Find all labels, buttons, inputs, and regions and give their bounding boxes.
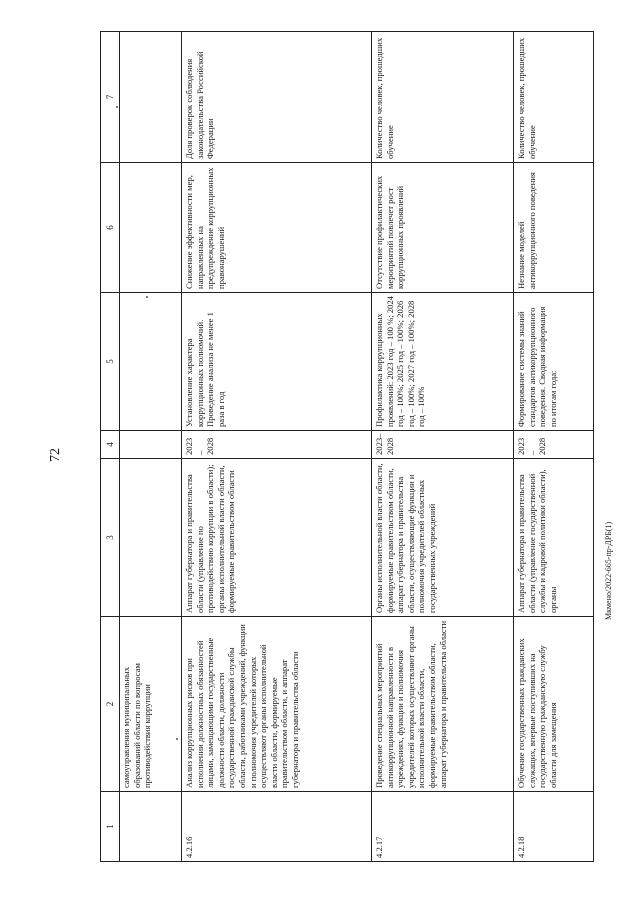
header-cell: 3 [101, 459, 120, 617]
document-footer-code: Мкмено/2022-665-пр-ДРБ(1) [604, 521, 613, 620]
header-cell: 4 [101, 431, 120, 459]
cell-executor: Аппарат губернатора и правительства области (управление по противодействию коррупции в области); органы исполнительной власти области, формируемые правительством области [182, 459, 372, 617]
cell-term: 2023 – 2028 [182, 431, 372, 459]
page-number: 72 [48, 448, 63, 462]
header-cell: 5 [101, 293, 120, 431]
cell-empty [120, 293, 182, 431]
table-row [514, 32, 594, 862]
cell-empty [120, 459, 182, 617]
cell-number: 4.2.18 [514, 792, 594, 862]
cell-number: 4.2.16 [182, 792, 372, 862]
rotated-table-container [100, 32, 590, 862]
cell-criterion: Количество человек, прошедших обучение [372, 32, 514, 163]
cell-indicator: Профилактика коррупционных проявлений: 2023 год – 100 %; 2024 год – 100%; 2025 год – 100%; 2026 год – 100%; 2027 год – 100%; 2028 год – 100% [372, 293, 514, 431]
table-row [372, 32, 514, 862]
cell-indicator: Формирование системы знаний стандартов антикоррупционного поведения. Сводная информация по итогам года: [514, 293, 594, 431]
cell-empty [120, 32, 182, 163]
continuation-row [120, 32, 182, 862]
cell-measure-continued: самоуправления муниципальных образований области по вопросам противодействия коррупции [120, 617, 182, 792]
cell-result: Снижение эффективности мер, направленных на предупреждение коррупционных правонарушений [182, 163, 372, 293]
cell-measure: Проведение специальных мероприятий антикоррупционной направленности в учреждениях, функции и полномочия учредителей которых осуществляют органы исполнительной власти области, формируемые правительством области, аппарат губернатора и правительства области [372, 617, 514, 792]
cell-empty [120, 431, 182, 459]
cell-term: 2023– 2028 [372, 431, 514, 459]
cell-result: Незнание моделей антикоррупционного поведения [514, 163, 594, 293]
table-row [182, 32, 372, 862]
cell-result: Отсутствие профилактических мероприятий повлечет рост коррупционных проявлений [372, 163, 514, 293]
measures-table [100, 31, 594, 862]
cell-executor: Аппарат губернатора и правительства области (управление государственной службы и кадровой политики области), органы [514, 459, 594, 617]
cell-term: 2023 – 2028 [514, 431, 594, 459]
header-cell: 1 [101, 792, 120, 862]
cell-measure: Анализ коррупционных рисков при исполнении должностных обязанностей лицами, замещающими государственные должности области, должности государственной гражданской службы области, работниками учреждений, функции и полномочия учредителей которых осуществляют органы исполнительной власти области, формируемые правительством области, и аппарат губернатора и правительства области [182, 617, 372, 792]
cell-empty [120, 792, 182, 862]
header-cell: 7 [101, 32, 120, 163]
cell-criterion: Доля проверок соблюдения законодательства Российской Федерации [182, 32, 372, 163]
cell-executor: Органы исполнительной власти области, формируемые правительством области, аппарат губернатора и правительства области, осуществляющие функции и полномочия учредителей областных государственных учреждений [372, 459, 514, 617]
header-cell: 6 [101, 163, 120, 293]
cell-measure: Обучение государственных гражданских служащих, впервые поступивших на государственную гражданскую службу области для замещения [514, 617, 594, 792]
cell-empty [120, 163, 182, 293]
cell-indicator: Установление характера коррупционных полномочий. Проведение анализа не менее 1 раза в год [182, 293, 372, 431]
cell-criterion: Количество человек, прошедших обучение [514, 32, 594, 163]
cell-number: 4.2.17 [372, 792, 514, 862]
header-cell: 2 [101, 617, 120, 792]
header-row [101, 32, 120, 862]
